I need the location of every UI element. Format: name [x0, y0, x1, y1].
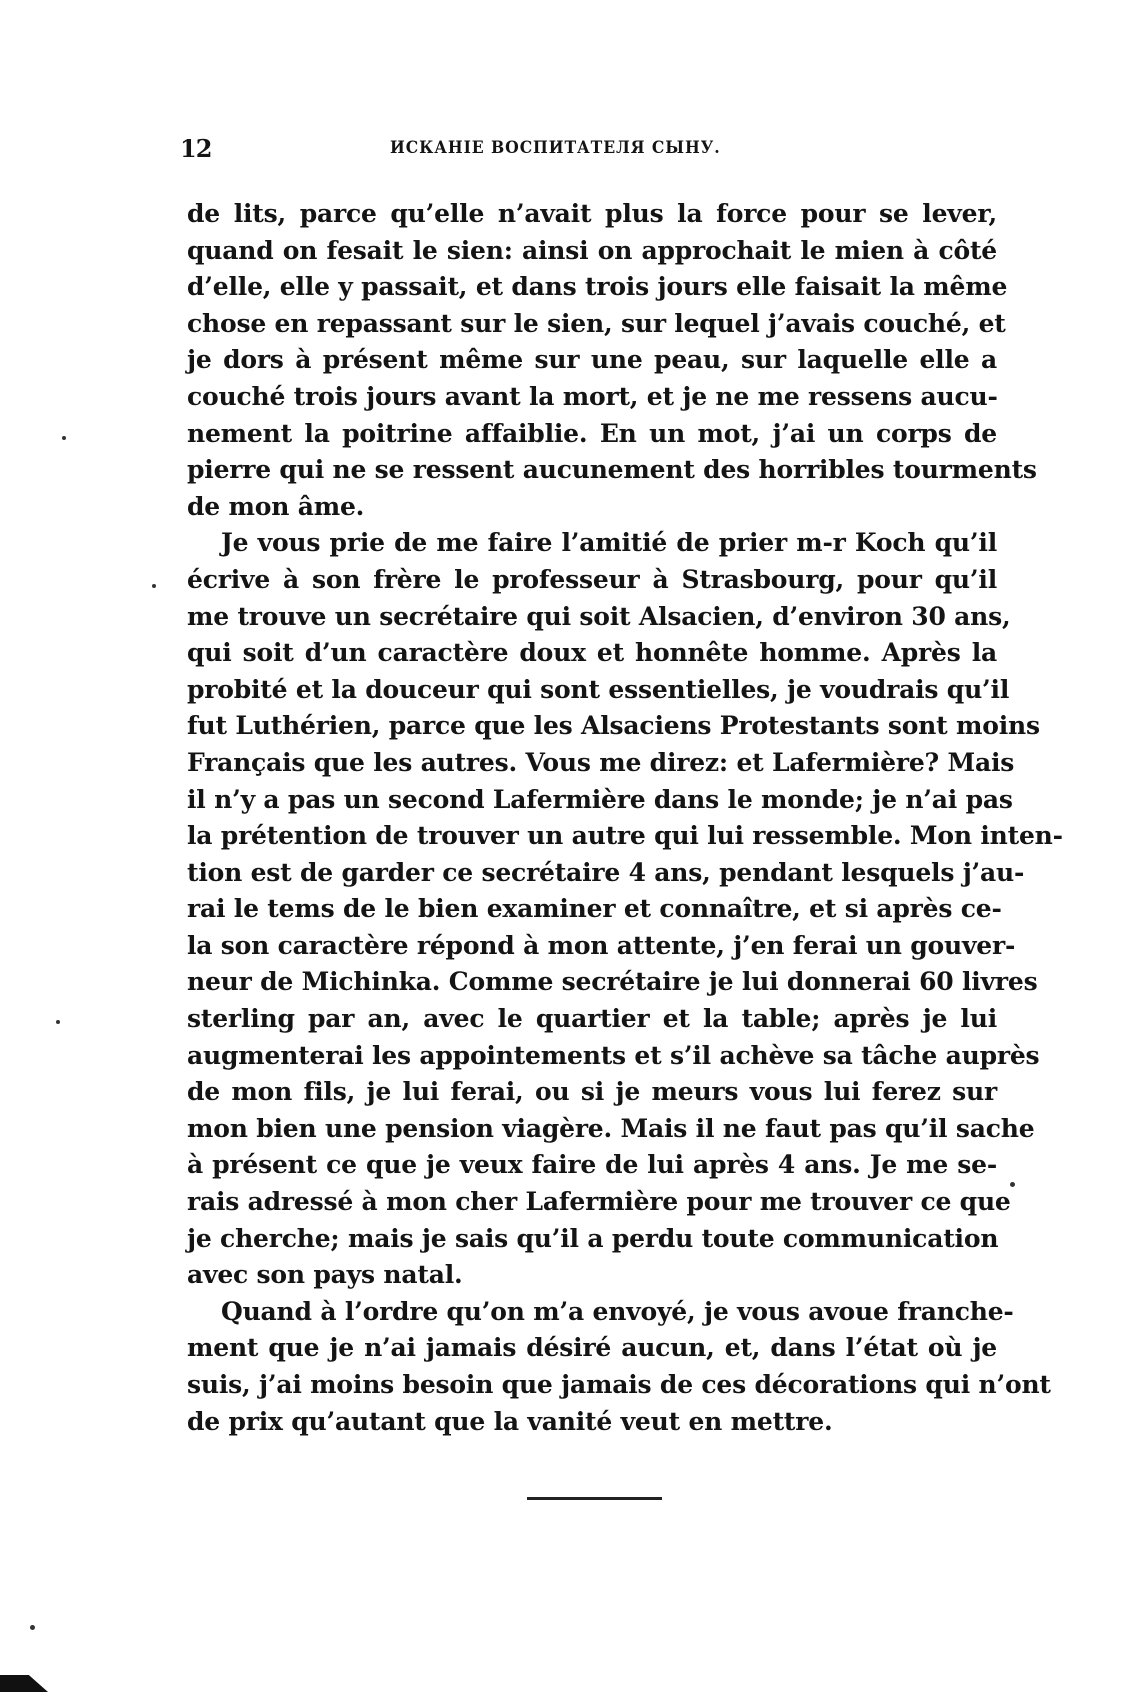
text-line: il n’y a pas un second Lafermière dans le monde; je n’ai pas — [187, 784, 1013, 814]
text-line: couché trois jours avant la mort, et je ne me ressens aucu- — [187, 381, 998, 411]
paragraph — [187, 1294, 1051, 1440]
text-line: nement la poitrine affaiblie. En un mot, j’ai un corps de — [187, 418, 997, 448]
scan-speck — [62, 436, 66, 440]
text-line: quand on fesait le sien: ainsi on approchait le mien à côté — [187, 235, 997, 265]
scan-speck — [56, 1020, 60, 1024]
text-line: fut Luthérien, parce que les Alsaciens Protestants sont moins — [187, 711, 1040, 741]
text-line: augmenterai les appointements et s’il achève sa tâche auprès — [187, 1040, 1040, 1070]
text-line: je dors à présent même sur une peau, sur laquelle elle a — [187, 345, 997, 375]
running-head — [180, 134, 1000, 164]
scan-speck — [152, 584, 156, 588]
text-line: de mon fils, je lui ferai, ou si je meurs vous lui ferez sur — [187, 1077, 997, 1107]
text-line: d’elle, elle y passait, et dans trois jours elle faisait la même — [187, 272, 1008, 302]
text-line: à présent ce que je veux faire de lui après 4 ans. Je me se- — [187, 1150, 997, 1180]
text-line: pierre qui ne se ressent aucunement des horribles tourments — [187, 455, 1037, 485]
text-line: je cherche; mais je sais qu’il a perdu toute communication — [187, 1223, 999, 1253]
scan-speck — [1010, 1182, 1015, 1187]
text-line: écrive à son frère le professeur à Strasbourg, pour qu’il — [187, 564, 997, 594]
scan-speck — [30, 1625, 35, 1630]
text-line: de mon âme. — [187, 491, 365, 521]
text-line: me trouve un secrétaire qui soit Alsacien, d’environ 30 ans, — [187, 601, 1011, 631]
body-text — [187, 196, 1063, 1440]
text-line: de prix qu’autant que la vanité veut en mettre. — [187, 1406, 833, 1436]
text-line: rais adressé à mon cher Lafermière pour me trouver ce que — [187, 1187, 1011, 1217]
text-line: Je vous prie de me faire l’amitié de prier m-r Koch qu’il — [221, 528, 997, 558]
page-number: 12 — [180, 134, 212, 163]
text-line: mon bien une pension viagère. Mais il ne faut pas qu’il sache — [187, 1113, 1035, 1143]
text-line: chose en repassant sur le sien, sur lequel j’avais couché, et — [187, 308, 1006, 338]
text-line: Quand à l’ordre qu’on m’a envoyé, je vous avoue franche- — [221, 1296, 1014, 1326]
text-line: qui soit d’un caractère doux et honnête homme. Après la — [187, 638, 997, 668]
text-line: rai le tems de le bien examiner et connaître, et si après ce- — [187, 894, 1002, 924]
text-line: neur de Michinka. Comme secrétaire je lui donnerai 60 livres — [187, 967, 1038, 997]
text-line: ment que je n’ai jamais désiré aucun, et, dans l’état où je — [187, 1333, 997, 1363]
text-line: sterling par an, avec le quartier et la table; après je lui — [187, 1004, 997, 1034]
text-line: Français que les autres. Vous me direz: et Lafermière? Mais — [187, 747, 1015, 777]
section-end-rule — [527, 1497, 662, 1500]
text-line: de lits, parce qu’elle n’avait plus la force pour se lever, — [187, 199, 997, 228]
text-line: probité et la douceur qui sont essentielles, je voudrais qu’il — [187, 674, 1010, 704]
text-line: la prétention de trouver un autre qui lui ressemble. Mon inten- — [187, 821, 1063, 851]
text-line: tion est de garder ce secrétaire 4 ans, pendant lesquels j’au- — [187, 857, 1025, 887]
running-title: ИСКАНІЕ ВОСПИТАТЕЛЯ СЫНУ. — [390, 138, 721, 158]
text-line: la son caractère répond à mon attente, j’en ferai un gouver- — [187, 930, 1016, 960]
text-line: avec son pays natal. — [187, 1260, 463, 1290]
paragraph — [187, 196, 1037, 525]
text-line: suis, j’ai moins besoin que jamais de ces décorations qui n’ont — [187, 1370, 1051, 1399]
paragraph — [187, 525, 1063, 1293]
scan-corner-mark — [0, 1672, 48, 1692]
